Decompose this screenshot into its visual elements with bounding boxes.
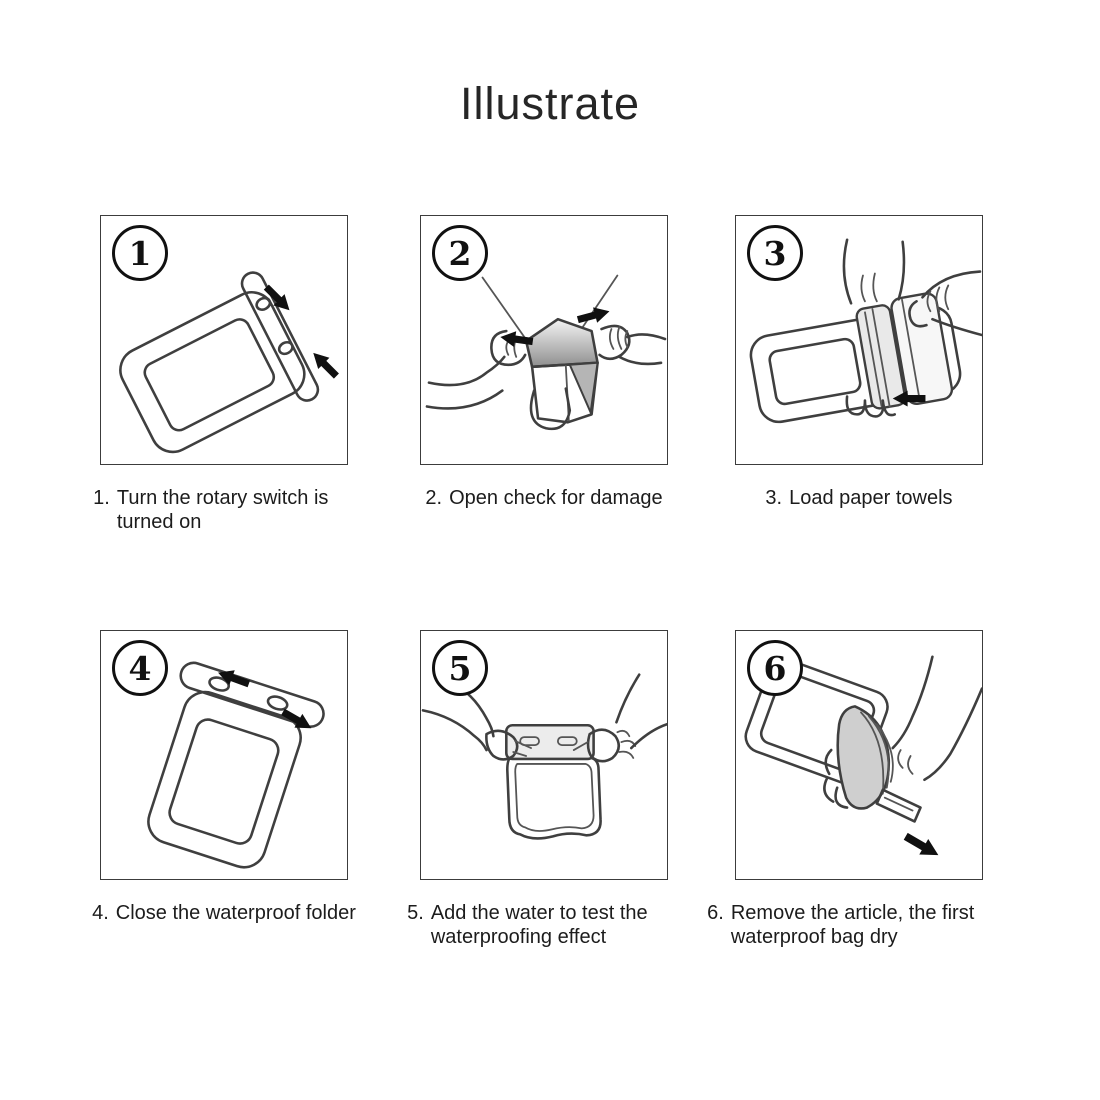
step-1-number-badge: [112, 225, 168, 281]
step-4-panel: [100, 630, 348, 880]
step-3: [735, 215, 983, 510]
step-number: 4: [128, 648, 152, 688]
step-2-panel: [420, 215, 668, 465]
caption-text: Close the waterproof folder: [115, 902, 356, 924]
caption-number: 2.: [425, 487, 443, 509]
step-number: 6: [763, 648, 787, 688]
step-4: [92, 630, 356, 925]
step-6-panel: [735, 630, 983, 880]
step-5-caption: [374, 901, 714, 950]
step-2: [420, 215, 668, 510]
step-6-caption: [689, 901, 1029, 950]
caption-text: Open check for damage: [449, 487, 663, 509]
step-1: [93, 215, 348, 535]
page-title: Illustrate: [459, 78, 641, 129]
caption-text: Load paper towels: [789, 487, 953, 509]
step-3-caption: [689, 486, 1029, 510]
step-number: 3: [763, 233, 787, 273]
step-5-panel: [420, 630, 668, 880]
step-1-panel: [100, 215, 348, 465]
step-5-number-badge: [432, 640, 488, 696]
step-3-number-badge: [747, 225, 803, 281]
caption-number: 4.: [92, 902, 109, 924]
step-2-caption: [374, 486, 714, 510]
step-number: 1: [128, 233, 152, 273]
step-6-number-badge: [747, 640, 803, 696]
arrow-down-right-icon: [901, 829, 943, 863]
caption-text: Remove the article, the first waterproof bag dry: [730, 902, 975, 949]
caption-text: Add the water to test the waterproofing effect: [430, 902, 648, 949]
caption-text: Turn the rotary switch is turned on: [116, 487, 329, 534]
step-number: 2: [448, 233, 472, 273]
step-3-panel: [735, 215, 983, 465]
caption-number: 5.: [407, 902, 424, 924]
step-5: [407, 630, 668, 950]
step-4-caption: [54, 901, 394, 925]
caption-number: 6.: [707, 902, 724, 924]
caption-number: 1.: [93, 487, 110, 509]
step-2-number-badge: [432, 225, 488, 281]
step-1-caption: [54, 486, 394, 535]
step-number: 5: [448, 648, 472, 688]
arrow-right-icon: [576, 304, 612, 328]
caption-number: 3.: [765, 487, 783, 509]
step-4-number-badge: [112, 640, 168, 696]
step-6: [707, 630, 983, 950]
